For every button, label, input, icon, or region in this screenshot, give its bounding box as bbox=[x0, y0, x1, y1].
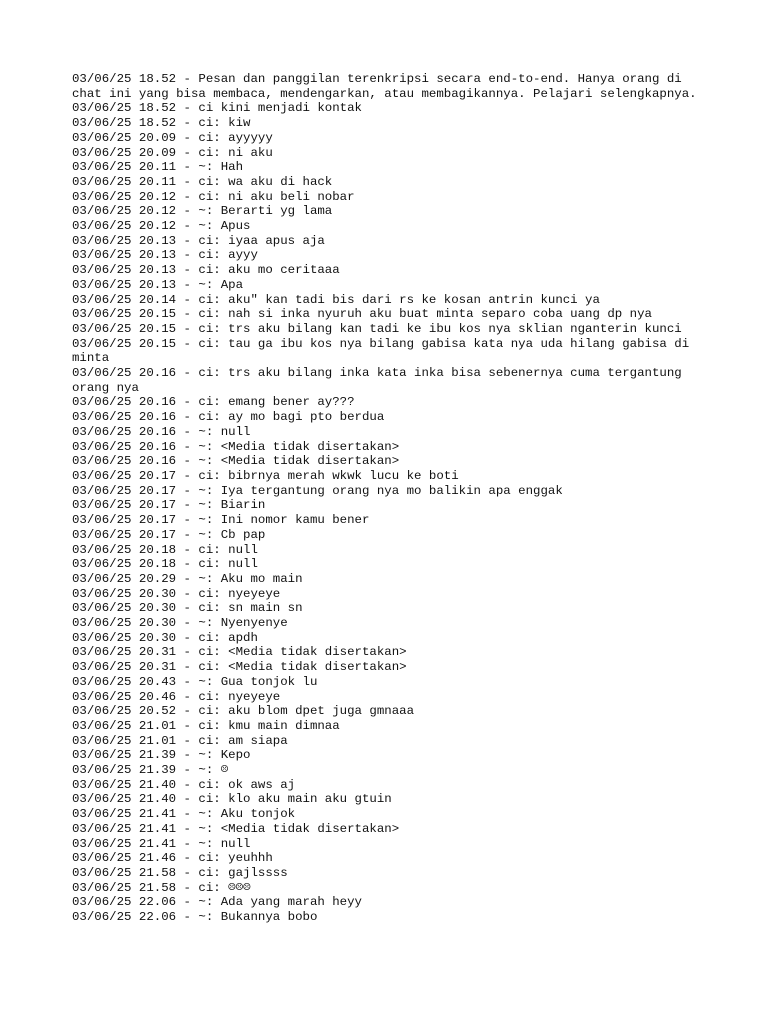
log-line: 03/06/25 20.14 - ci: aku" kan tadi bis dari rs ke kosan antrin kunci ya bbox=[72, 292, 600, 307]
log-line: 03/06/25 20.30 - ~: Nyenyenye bbox=[72, 616, 288, 631]
log-line: 03/06/25 20.31 - ci: <Media tidak disertakan> bbox=[72, 660, 407, 675]
log-line: 03/06/25 18.52 - ci: kiw bbox=[72, 116, 251, 131]
log-line: 03/06/25 20.30 - ci: apdh bbox=[72, 630, 258, 645]
log-line: 03/06/25 21.40 - ci: klo aku main aku gtuin bbox=[72, 792, 392, 807]
log-line: 03/06/25 20.18 - ci: null bbox=[72, 542, 258, 557]
log-line: 03/06/25 20.12 - ci: ni aku beli nobar bbox=[72, 189, 355, 204]
log-line: 03/06/25 20.46 - ci: nyeyeye bbox=[72, 689, 281, 704]
log-line: 03/06/25 21.58 - ci: gajlssss bbox=[72, 865, 288, 880]
log-line: 03/06/25 20.16 - ci: emang bener ay??? bbox=[72, 395, 355, 410]
log-line: 03/06/25 20.16 - ci: trs aku bilang inka kata inka bisa sebenernya cuma tergantung orang nya bbox=[72, 366, 690, 395]
log-line: 03/06/25 20.13 - ~: Apa bbox=[72, 277, 244, 292]
log-line: 03/06/25 21.41 - ~: null bbox=[72, 836, 251, 851]
log-line: 03/06/25 20.29 - ~: Aku mo main bbox=[72, 571, 303, 586]
log-line: 03/06/25 20.16 - ~: <Media tidak disertakan> bbox=[72, 454, 400, 469]
log-line: 03/06/25 18.52 - ci kini menjadi kontak bbox=[72, 101, 362, 116]
log-line: 03/06/25 20.52 - ci: aku blom dpet juga gmnaaa bbox=[72, 704, 415, 719]
log-line: 03/06/25 20.16 - ci: ay mo bagi pto berdua bbox=[72, 410, 385, 425]
log-line: 03/06/25 20.30 - ci: nyeyeye bbox=[72, 586, 281, 601]
log-line: 03/06/25 20.09 - ci: ni aku bbox=[72, 145, 273, 160]
log-line: 03/06/25 20.18 - ci: null bbox=[72, 557, 258, 572]
log-line: 03/06/25 20.16 - ~: null bbox=[72, 424, 251, 439]
log-line: 03/06/25 21.39 - ~: Kepo bbox=[72, 748, 251, 763]
log-line: 03/06/25 20.15 - ci: tau ga ibu kos nya bilang gabisa kata nya uda hilang gabisa di minta bbox=[72, 336, 697, 366]
log-line: 03/06/25 20.13 - ci: aku mo ceritaaa bbox=[72, 263, 340, 278]
log-line: 03/06/25 21.40 - ci: ok aws aj bbox=[72, 777, 296, 792]
log-line: 03/06/25 20.15 - ci: trs aku bilang kan tadi ke ibu kos nya sklian nganterin kunci bbox=[72, 321, 682, 336]
log-line: 03/06/25 20.17 - ~: Iya tergantung orang nya mo balikin apa enggak bbox=[72, 483, 563, 498]
log-line: 03/06/25 18.52 - Pesan dan panggilan terenkripsi secara end-to-end. Hanya orang di chat ini yang bisa membaca, mendengarkan, atau membagikannya. Pelajari selengkapnya. bbox=[72, 72, 697, 101]
chat-export-text bbox=[72, 72, 712, 925]
log-line: 03/06/25 20.13 - ci: iyaa apus aja bbox=[72, 233, 325, 248]
log-line: 03/06/25 20.17 - ~: Ini nomor kamu bener bbox=[72, 513, 370, 528]
log-line: 03/06/25 20.11 - ci: wa aku di hack bbox=[72, 174, 333, 189]
log-line: 03/06/25 20.31 - ci: <Media tidak disertakan> bbox=[72, 645, 407, 660]
log-line: 03/06/25 21.01 - ci: kmu main dimnaa bbox=[72, 718, 340, 733]
log-line: 03/06/25 20.16 - ~: <Media tidak disertakan> bbox=[72, 439, 400, 454]
log-line: 03/06/25 20.17 - ci: bibrnya merah wkwk lucu ke boti bbox=[72, 468, 459, 483]
log-line: 03/06/25 20.43 - ~: Gua tonjok lu bbox=[72, 674, 318, 689]
log-line: 03/06/25 21.39 - ~: ☹ bbox=[72, 763, 229, 778]
log-line: 03/06/25 21.58 - ci: ☹☹☹ bbox=[72, 880, 251, 895]
log-line: 03/06/25 20.12 - ~: Apus bbox=[72, 219, 251, 234]
log-line: 03/06/25 21.41 - ~: Aku tonjok bbox=[72, 807, 296, 822]
log-line: 03/06/25 20.15 - ci: nah si inka nyuruh aku buat minta separo coba uang dp nya bbox=[72, 307, 652, 322]
log-line: 03/06/25 20.17 - ~: Biarin bbox=[72, 498, 266, 513]
log-line: 03/06/25 20.30 - ci: sn main sn bbox=[72, 601, 303, 616]
log-line: 03/06/25 20.12 - ~: Berarti yg lama bbox=[72, 204, 333, 219]
log-line: 03/06/25 20.13 - ci: ayyy bbox=[72, 248, 258, 263]
log-line: 03/06/25 21.46 - ci: yeuhhh bbox=[72, 851, 273, 866]
log-line: 03/06/25 20.17 - ~: Cb pap bbox=[72, 527, 266, 542]
log-line: 03/06/25 21.41 - ~: <Media tidak disertakan> bbox=[72, 821, 400, 836]
log-line: 03/06/25 22.06 - ~: Ada yang marah heyy bbox=[72, 895, 362, 910]
log-line: 03/06/25 21.01 - ci: am siapa bbox=[72, 733, 288, 748]
log-line: 03/06/25 20.11 - ~: Hah bbox=[72, 160, 244, 175]
log-line: 03/06/25 22.06 - ~: Bukannya bobo bbox=[72, 910, 318, 925]
log-line: 03/06/25 20.09 - ci: ayyyyy bbox=[72, 130, 273, 145]
